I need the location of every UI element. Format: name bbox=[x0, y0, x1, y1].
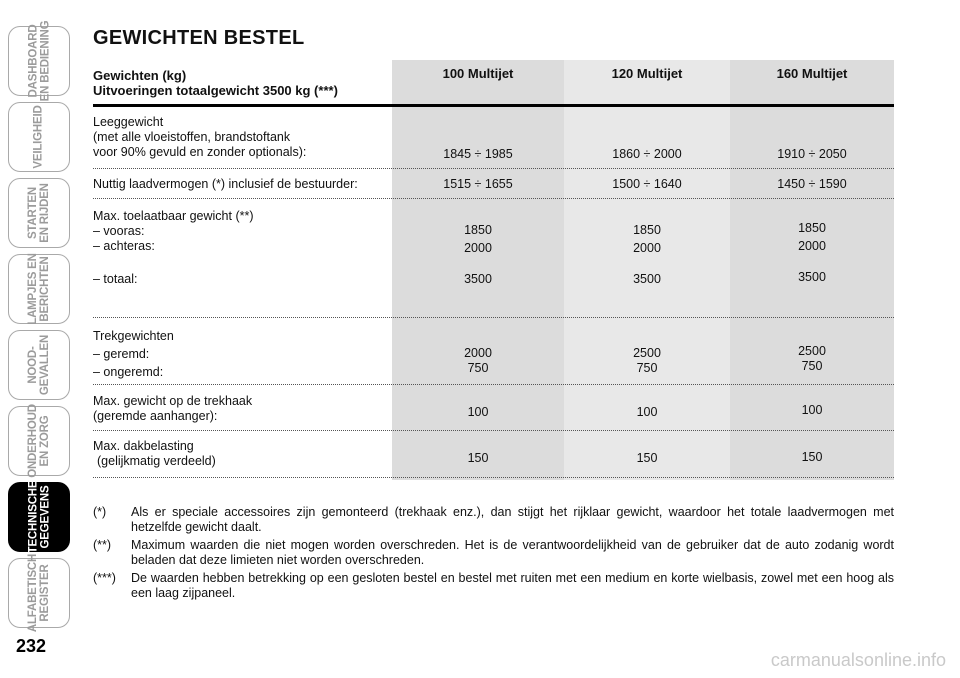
tab-label: GEVALLEN bbox=[39, 334, 52, 396]
tab-label: EN RIJDEN bbox=[38, 183, 51, 243]
value-dak-120: 150 bbox=[636, 451, 658, 465]
tab-noodgevallen[interactable] bbox=[8, 330, 70, 400]
value-totaal-120: 3500 bbox=[633, 272, 661, 286]
row-label-nuttig: Nuttig laadvermogen (*) inclusief de bestuurder: bbox=[93, 177, 358, 191]
footnote: (***) De waarden hebben betrekking op een gesloten bestel en bestel met ruiten met een medium en korte wielbasis, zowel met een hoog als een laag zijpaneel. bbox=[93, 571, 894, 600]
value-totaal-160: 3500 bbox=[798, 270, 826, 284]
row-divider bbox=[93, 430, 894, 431]
header-120-multijet: 120 Multijet bbox=[611, 66, 683, 81]
tab-label: VEILIGHEID bbox=[33, 105, 45, 169]
value-achteras-100: 2000 bbox=[464, 241, 492, 255]
value-trekhaak-120: 100 bbox=[636, 405, 658, 419]
value-trek-160: 2500 750 bbox=[798, 344, 826, 373]
tab-label: ONDERHOUD bbox=[27, 404, 39, 478]
header-rule bbox=[93, 104, 894, 107]
value-nuttig-100: 1515 ÷ 1655 bbox=[443, 177, 513, 191]
value-leeg-120: 1860 ÷ 2000 bbox=[612, 147, 682, 161]
watermark: carmanualsonline.info bbox=[770, 650, 946, 670]
value-dak-160: 150 bbox=[801, 450, 823, 464]
value-achteras-160: 2000 bbox=[798, 239, 826, 253]
value-leeg-160: 1910 ÷ 2050 bbox=[777, 147, 847, 161]
footnote: (*) Als er speciale accessoires zijn gemonteerd (trekhaak enz.), dan stijgt het rijklaar gewicht, waardoor het totale laadvermogen met hetzelfde gewicht daalt. bbox=[93, 505, 894, 534]
tab-label: TECHNISCHE bbox=[27, 480, 40, 554]
tab-starten[interactable] bbox=[8, 178, 70, 248]
value-trekhaak-160: 100 bbox=[801, 403, 823, 417]
footnote: (**) Maximum waarden die niet mogen worden overschreden. Het is de verantwoordelijkheid van de gebruiker dat de auto zodanig wordt beladen dat deze limieten niet worden overschreden. bbox=[93, 538, 894, 567]
row-divider bbox=[93, 168, 894, 169]
value-vooras-120: 1850 bbox=[633, 223, 661, 237]
tab-label: ALFABETISCH bbox=[27, 553, 39, 633]
value-leeg-100: 1845 ÷ 1985 bbox=[443, 147, 513, 161]
value-vooras-100: 1850 bbox=[464, 223, 492, 237]
value-trek-120: 2500 750 bbox=[633, 346, 661, 375]
page-number: 232 bbox=[16, 636, 47, 656]
row-label-totaal: – totaal: bbox=[93, 272, 138, 286]
value-dak-100: 150 bbox=[467, 451, 489, 465]
footnotes bbox=[93, 505, 894, 604]
tab-technische-gegevens[interactable] bbox=[8, 482, 70, 552]
tab-label: EN ZORG bbox=[39, 415, 51, 467]
row-divider bbox=[93, 477, 894, 478]
row-label-trekgewichten: Trekgewichten – geremd: – ongeremd: bbox=[93, 329, 174, 379]
value-trek-100: 2000 750 bbox=[464, 346, 492, 375]
tab-register[interactable] bbox=[8, 553, 70, 633]
tab-veiligheid[interactable] bbox=[8, 102, 70, 172]
tab-label: GEGEVENS bbox=[39, 485, 52, 549]
row-divider bbox=[93, 384, 894, 385]
value-achteras-120: 2000 bbox=[633, 241, 661, 255]
tab-label: DASHBOARD bbox=[27, 24, 40, 98]
tab-label: NOOD- bbox=[27, 346, 40, 384]
tab-label: STARTEN bbox=[26, 186, 39, 240]
value-vooras-160: 1850 bbox=[798, 221, 826, 235]
page-title: GEWICHTEN BESTEL bbox=[93, 27, 305, 49]
tab-label: BERICHTEN bbox=[39, 256, 51, 322]
row-divider bbox=[93, 198, 894, 199]
row-label-leeggewicht: Leeggewicht (met alle vloeistoffen, brandstoftank voor 90% gevuld en zonder optionals): bbox=[93, 115, 307, 159]
header-160-multijet: 160 Multijet bbox=[776, 66, 848, 81]
row-label-dakbelasting: Max. dakbelasting (gelijkmatig verdeeld) bbox=[93, 439, 216, 468]
value-totaal-100: 3500 bbox=[464, 272, 492, 286]
row-divider bbox=[93, 317, 894, 318]
tab-onderhoud[interactable] bbox=[8, 406, 70, 476]
tab-label: LAMPJES EN bbox=[27, 253, 39, 325]
header-100-multijet: 100 Multijet bbox=[442, 66, 514, 81]
tab-label: REGISTER bbox=[39, 564, 51, 622]
value-trekhaak-100: 100 bbox=[467, 405, 489, 419]
tab-label: EN BEDIENING bbox=[39, 20, 52, 102]
value-nuttig-120: 1500 ÷ 1640 bbox=[612, 177, 682, 191]
value-nuttig-160: 1450 ÷ 1590 bbox=[777, 177, 847, 191]
row-label-trekhaak: Max. gewicht op de trekhaak (geremde aanhanger): bbox=[93, 394, 253, 423]
table-header-label: Gewichten (kg) Uitvoeringen totaalgewicht 3500 kg (***) bbox=[93, 68, 338, 98]
tab-dashboard[interactable] bbox=[8, 20, 70, 102]
row-label-max-gewicht: Max. toelaatbaar gewicht (**) – vooras: – achteras: bbox=[93, 209, 254, 253]
tab-lampjes[interactable] bbox=[8, 254, 70, 324]
